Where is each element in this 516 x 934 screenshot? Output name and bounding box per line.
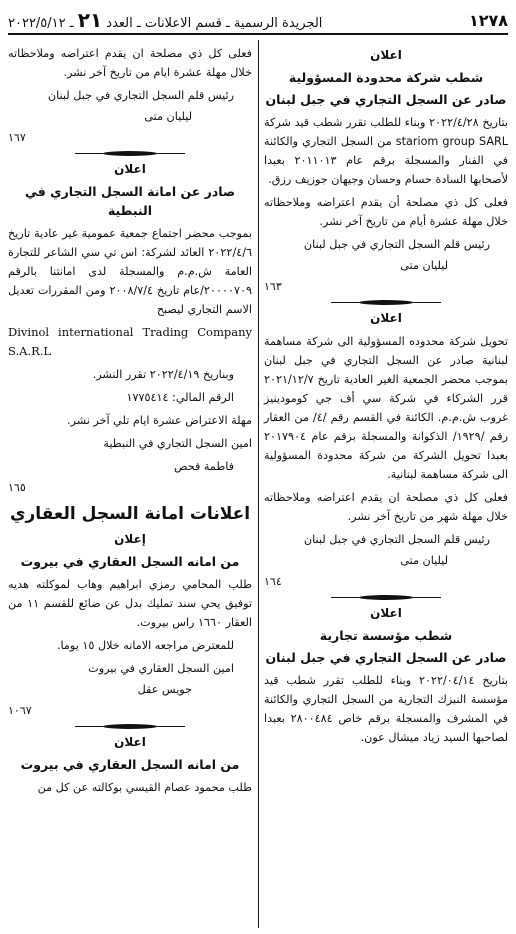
gazette-title: الجريدة الرسمية ـ قسم الاعلانات ـ العدد [106, 16, 323, 31]
notice-title: شطب مؤسسة تجارية [319, 628, 453, 643]
notice-objection: فعلى كل ذي مصلحة ان يقدم اعتراضه وملاحظاته خلال مهلة شهر من تاريخ آخر نشر. [264, 491, 508, 523]
notice-body: بموجب محضر اجتماع جمعية عمومية غير عادية تاريخ ٢٠٢٢/٤/٦ العائد لشركة: اس تي سي الشاعر للتجارة العامة ش.م.م والمسجلة لدى امانتنا بالرقم ٢٠٠٠٠٧٠٩/عام تاريخ ٢٠٠٨/٧/٤ ومن المقررات تعديل الاسم التجاري ليصبح [8, 227, 252, 316]
notice-source: من امانه السجل العقاري في بيروت [20, 757, 240, 772]
notice-body: تحويل شركة محدوده المسؤولية الى شركة مساهمة لبنانية صادر عن السجل التجاري في جبل لبنان بموجب محضر الجمعية الغير العادية تاريخ ٢٠٢١/١٢/٧ قرر الشركاء في شركة سي أف جي كومودينيز غروب ش.م.م. الكائنة في القسم رقم /٤/ من العقار رقم /١٩٢٩/ الذكوانة والمسجلة برقم عام ٢٠١٧٩٠٤ بعبدا تحويل الشركة من شركة محدودة المسؤولية الى شركة مساهمة لبنانية. [264, 335, 508, 481]
notice-label: اعلان [370, 311, 402, 325]
notice-body: بتاريخ ٢٠٢٢/٤/٢٨ وبناء للطلب تقرر شطب قيد شركة stariom group SARL من السجل التجاري والكائنة في الفنار والمسجلة برقم عام ٢٠١١٠١٣ بعبدا لأصحابها السادة حسام وحسان وجيهان جوزيف رزق. [264, 116, 508, 186]
notice-source: صادر عن امانة السجل التجاري في النبطية [24, 184, 236, 218]
notice-objection: للمعترض مراجعه الامانه خلال ١٥ يوما. [56, 639, 234, 652]
separator-ornament [8, 153, 252, 154]
notice-label: اعلان [370, 606, 402, 620]
notice-label: اعلان [370, 48, 402, 62]
header-divider [8, 33, 508, 35]
signatory-name: ليليان متى [400, 554, 448, 567]
notice-source: صادر عن السجل التجاري في جبل لبنان [265, 650, 507, 665]
notice-source: صادر عن السجل التجاري في جبل لبنان [265, 92, 507, 107]
header-title-group [8, 8, 322, 32]
notice-objection: مهلة الاعتراض عشرة ايام تلي آخر نشر. [67, 414, 252, 427]
section-title: اعلانات امانة السجل العقاري [9, 504, 251, 524]
notice-body: بتاريخ ٢٠٢٢/٠٤/١٤ وبناء للطلب تقرر شطب قيد مؤسسة النبزك التجارية من السجل التجاري والكائنة في المشرف والمسجلة برقم خاص ٢٨٠٠٤٨٤ بعبدا لصاحبها السيد زياد ميشال عون. [264, 674, 508, 744]
notice-label: إعلان [114, 532, 146, 546]
notice-label: اعلان [114, 162, 146, 176]
signatory-title: رئيس قلم السجل التجاري في جبل لبنان [303, 238, 490, 251]
left-column [8, 40, 252, 801]
separator-ornament [264, 597, 508, 598]
notice-title: شطب شركة محدودة المسؤولية [288, 70, 484, 85]
financial-number: الرقم المالي: ١٧٧٥٤١٤ [126, 391, 234, 404]
notice-body: طلب محمود عصام القيسي بوكالته عن كل من [37, 781, 252, 794]
company-latin-name: Divinol international Trading Company S.A.R.L [8, 325, 252, 358]
signatory-name: جويس عقل [137, 683, 192, 696]
signatory-name: ليليان متى [144, 110, 192, 123]
notice-number: ١٦٧ [8, 131, 26, 144]
signatory-name: ليليان متى [400, 259, 448, 272]
notice-source: من امانه السجل العقاري في بيروت [20, 554, 240, 569]
separator-ornament [264, 302, 508, 303]
separator-ornament [8, 726, 252, 727]
notice-number: ١٦٤ [264, 575, 282, 588]
notice-number: ١٦٥ [8, 481, 26, 494]
notice-number: ١٦٣ [264, 280, 282, 293]
signatory-title: رئيس قلم السجل التجاري في جبل لبنان [47, 89, 234, 102]
notice-label: اعلان [114, 735, 146, 749]
notice-decision: وبناريخ ٢٠٢٢/٤/١٩ تقرر النشر. [92, 368, 234, 381]
notice-body: طلب المحامي رمزي ابراهيم وهاب لموكلته هديه توفيق يحي سند تمليك بدل عن ضائع للقسم ١١ من العقار ١٦٦٠ راس بيروت. [8, 578, 252, 629]
signatory-title: رئيس قلم السجل التجاري في جبل لبنان [303, 533, 490, 546]
notice-number: ١٠٦٧ [8, 704, 32, 717]
signatory-title: امين السجل التجاري في النبطية [103, 437, 252, 450]
page-number: ١٢٧٨ [468, 10, 508, 30]
issue-number: ٢١ [77, 8, 103, 32]
column-divider [258, 40, 259, 928]
issue-date: ـ ٢٠٢٢/٥/١٢ [8, 16, 74, 31]
page-header [8, 8, 508, 32]
notice-objection: فعلى كل ذي مصلحة أن يقدم اعتراضه وملاحظاته خلال مهلة عشرة أيام من تاريخ آخر نشر. [264, 196, 508, 228]
notice-objection: فعلى كل ذي مصلحة ان يقدم اعتراضه وملاحظاته خلال مهلة عشرة ايام من تاريخ آخر نشر. [8, 47, 252, 79]
signatory-title: امين السجل العقاري في بيروت [88, 662, 234, 675]
right-column [264, 40, 508, 751]
signatory-name: فاطمة فحص [174, 460, 234, 473]
